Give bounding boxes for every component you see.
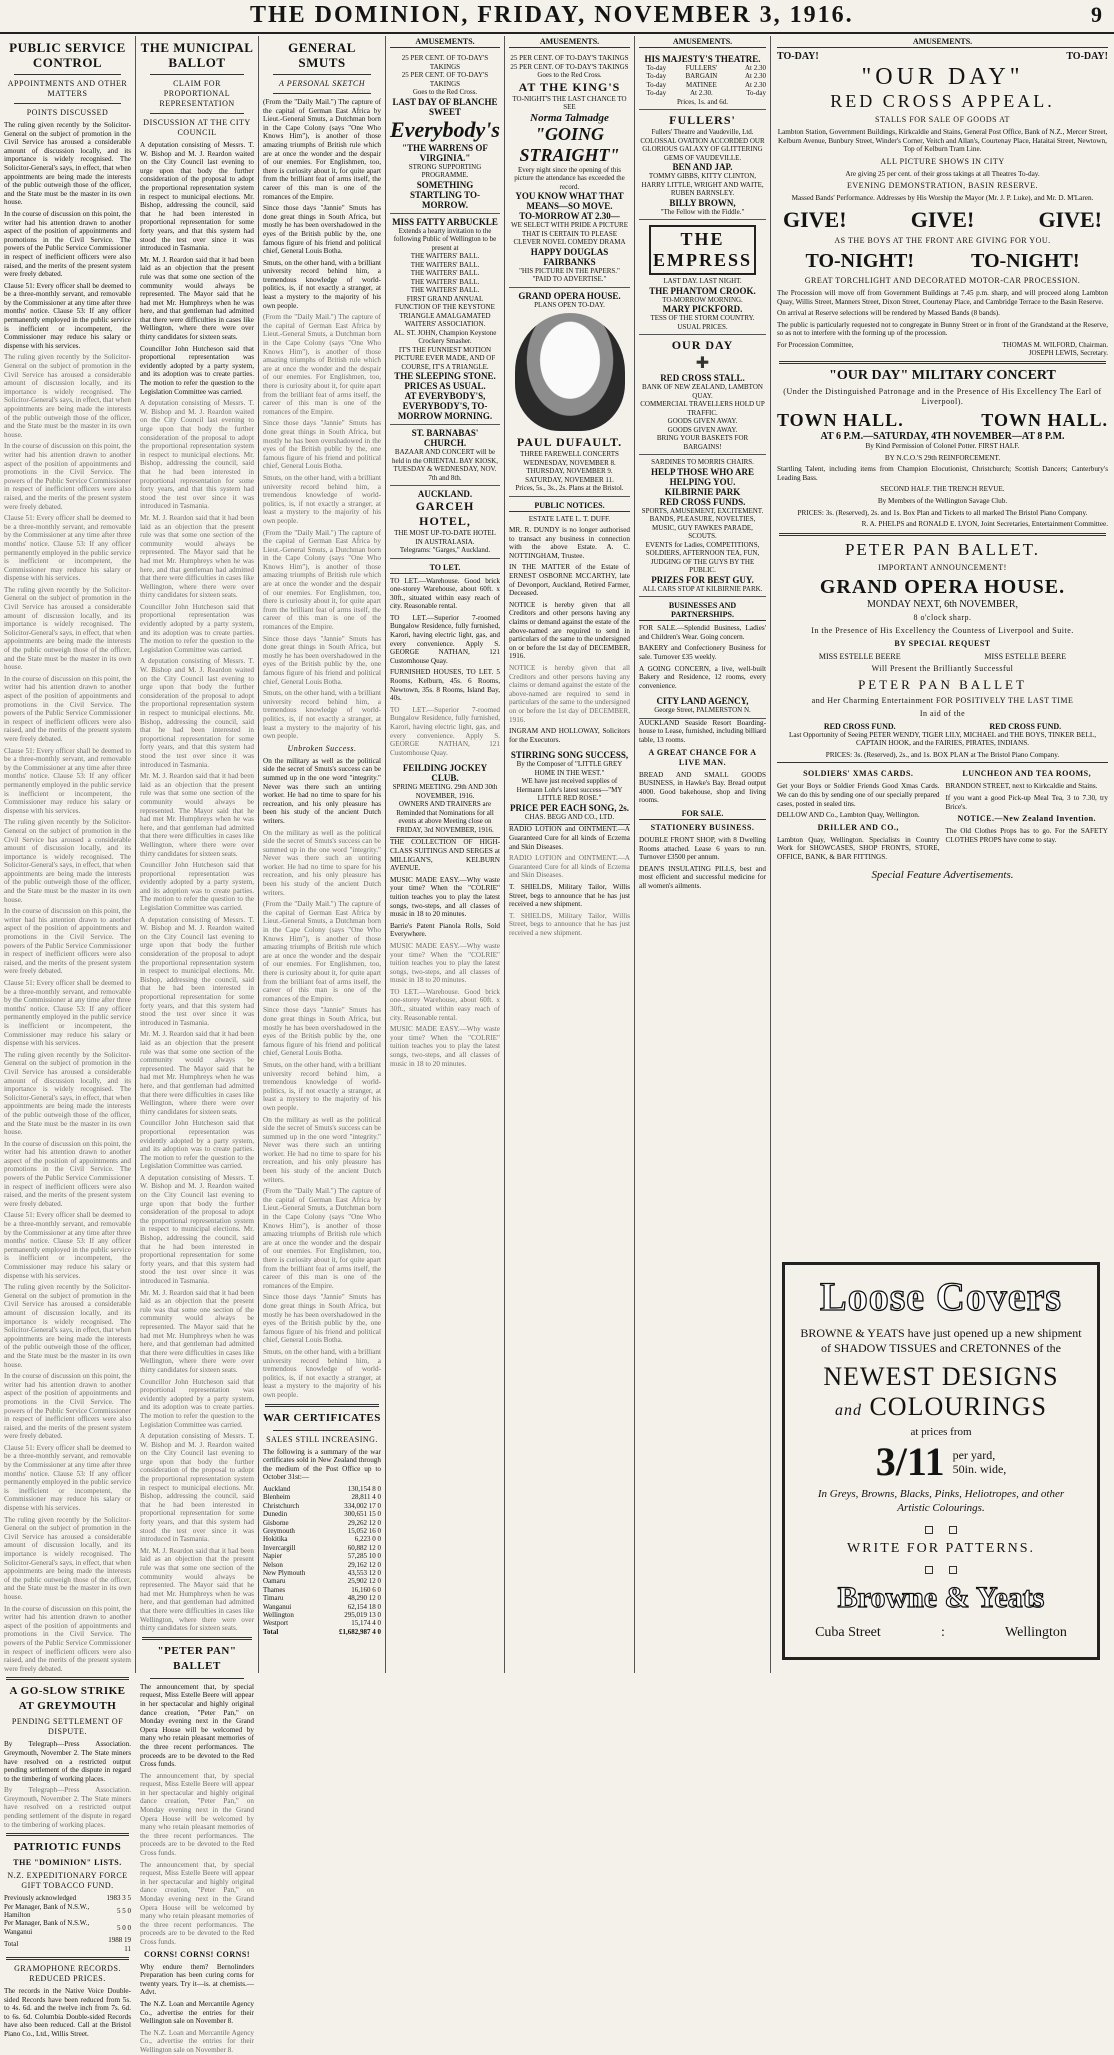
- subheadline: A PERSONAL SKETCH: [279, 79, 365, 88]
- city-name: Wellington: [1005, 1625, 1067, 1640]
- article-paragraph: On the military as well as the political side the secret of Smuts's success can be summed up in the one word "integrity." Never was there such an untiring worker. He had no time to spare for his recreation, and his only pleasure has been his study of the ancient Dutch writers.: [263, 756, 381, 825]
- signature: THOMAS M. WILFORD, Chairman.: [1002, 340, 1108, 349]
- today-label: TO-DAY!: [1066, 51, 1108, 62]
- subheadline: GRAMOPHONE RECORDS. REDUCED PRICES.: [14, 1964, 121, 1984]
- price-unit: per yard,: [952, 1447, 996, 1462]
- article-paragraph: Councillor John Hutcheson said that proportional representation was evidently adopted by a party system, and its adoption was to create parties. The motion to refer the question to the Legislation Committee was carried.: [140, 1377, 254, 1429]
- classified: BRANDON STREET, next to Kirkcaldie and Stains.: [945, 782, 1098, 791]
- article-paragraph: The records in the Native Voice Double-sided Records have been reduced from 5s. to 4s. 6d. and the twelve inch from 7s. 6d. to 6s. 6d. Columbia Double-sided Records have also been reduced. Call at the Bristol Piano Co., Ltd., Willis Street.: [4, 1987, 131, 2039]
- subheadline: APPOINTMENTS AND OTHER MATTERS: [7, 79, 128, 98]
- advertisement: THE EMPRESS LAST DAY. LAST NIGHT. THE PHANTOM CROOK. TO-MORROW MORNING. MARY PICKFORD. TESS OF THE STORM COUNTRY. USUAL PRICES.: [639, 220, 766, 335]
- article-paragraph: A deputation consisting of Messrs. T. W. Bishop and M. J. Reardon waited on the City Council last evening to urge upon that body the further consideration of the proposal to adopt the proportional representation system in respect to municipal elections. Mr. Bishop, addressing the council, said that he had been interested in proportional representation for some forty years, and that this system had stood the test over since it was introduced in Tasmania.: [140, 915, 254, 1027]
- article-paragraph: A deputation consisting of Messrs. T. W. Bishop and M. J. Reardon waited on the City Council last evening to urge upon that body the further consideration of the proposal to adopt the proportional representation system in respect to municipal elections. Mr. Bishop, addressing the council, said that he had been interested in proportional representation for some forty years, and that this system had stood the test over since it was introduced in Tasmania.: [140, 1432, 254, 1544]
- headline: THE MUNICIPAL BALLOT: [140, 40, 254, 70]
- article-paragraph: A deputation consisting of Messrs. T. W. Bishop and M. J. Reardon waited on the City Council last evening to urge upon that body the further consideration of the proposal to adopt the proportional representation system in respect to municipal elections. Mr. Bishop, addressing the council, said that he had been interested in proportional representation for some forty years, and that this system had stood the test over since it was introduced in Tasmania.: [140, 399, 254, 511]
- event-date: MONDAY NEXT, 6th NOVEMBER,: [866, 598, 1019, 610]
- advertisement: AUCKLAND. GARCEH HOTEL, THE MOST UP-TO-DATE HOTEL IN AUSTRALASIA. Telegrams: "Garges," Auckland.: [390, 486, 500, 559]
- table-row: Christchurch 334,002 17 0: [263, 1501, 381, 1510]
- article-paragraph: Smuts, on the other hand, with a brilliant university record behind him, a tremendous knowledge of world-politics, is, if not exactly a stranger, at least a mystery to the majority of his own people.: [263, 473, 381, 525]
- ballet-title: PETER PAN BALLET: [858, 676, 1027, 692]
- advertisement: ST. BARNABAS' CHURCH. BAZAAR AND CONCERT will be held in the ORIENTAL BAY KIOSK, TUESDAY & WEDNESDAY, NOV. 7th and 8th.: [390, 425, 500, 486]
- classified: T. SHIELDS, Military Tailor, Willis Street, begs to announce that he has just received a new shipment.: [509, 911, 630, 937]
- table-row: Total £1,682,987 4 0: [263, 1627, 381, 1636]
- fabric-width: 50in. wide,: [952, 1461, 1007, 1476]
- advertisement: STIRRING SONG SUCCESS, By the Composer of "LITTLE GREY HOME IN THE WEST." WE have just received supplies of Hermann Lohr's latest success—"MY LITTLE RED ROSE." PRICE PER EACH SONG, 2s. CHAS. BEGG AND CO., LTD.: [509, 747, 630, 825]
- article-paragraph: On the military as well as the political side the secret of Smuts's success can be summed up in the one word "integrity." Never was there such an untiring worker. He had no time to spare for his recreation, and his only pleasure has been his study of the ancient Dutch writers.: [263, 1115, 381, 1184]
- our-day-title: "OUR DAY": [861, 64, 1024, 90]
- table-row: Blenheim 28,811 4 0: [263, 1493, 381, 1502]
- performer-name: MISS ESTELLE BEERE: [984, 651, 1067, 661]
- subheadline: AS THE BOYS AT THE FRONT ARE GIVING FOR YOU.: [834, 235, 1051, 245]
- subheadline: PENDING SETTLEMENT OF DISPUTE.: [11, 1717, 124, 1737]
- brand-name: Browne & Yeats: [837, 1581, 1045, 1614]
- masthead-title: THE DOMINION, FRIDAY, NOVEMBER 3, 1916.: [250, 2, 854, 28]
- table-row: Napier 57,285 10 0: [263, 1552, 381, 1561]
- page-number: 9: [1091, 2, 1102, 27]
- and-colourings: and COLOURINGS: [834, 1392, 1048, 1421]
- red-cross-icon: ✚: [695, 355, 710, 373]
- column-amusements-3: [635, 36, 770, 1673]
- classified: MUSIC MADE EASY.—Why waste your time? When the "COLRIE" tuition teaches you to play the latest songs, two-steps, and all classes of music in 18 to 20 minutes.: [390, 875, 500, 919]
- ornament-icon: [925, 1566, 933, 1574]
- table-row: To-day FULLERS' At 2.30: [646, 64, 766, 72]
- article-paragraph: Clause 51: Every officer shall be deemed to be a three-monthly servant, and removable by the Commissioner at any time after three months' notice. Clause 53: If any officer permanently employed in the public service is inefficient or incompetent, the Commissioner may reduce his salary or dispense with his services.: [4, 1443, 131, 1513]
- section-header: BUSINESSES AND PARTNERSHIPS.: [639, 600, 766, 621]
- concert-title: "OUR DAY" MILITARY CONCERT: [829, 367, 1056, 383]
- section-header: TO LET.: [390, 562, 500, 574]
- browne-yeats-advert: [782, 1262, 1100, 1660]
- headline: GENERAL SMUTS: [288, 40, 356, 70]
- town-hall-label: TOWN HALL.: [777, 409, 904, 430]
- newest-designs: NEWEST DESIGNS: [823, 1362, 1059, 1391]
- table-row: New Plymouth 43,553 12 0: [263, 1568, 381, 1577]
- column-public-service: [0, 36, 135, 2039]
- article-paragraph: The ruling given recently by the Solicitor-General on the subject of promotion in the Civil Service has aroused a considerable amount of discussion locally, and its importance is widely recognised. The Solicitor-General's says, in effect, that when appointments are being made the interests of the public outweigh those of the officer, and the State must be the master in its own house.: [4, 585, 131, 672]
- article-paragraph: The ruling given recently by the Solicitor-General on the subject of promotion in the Civil Service has aroused a considerable amount of discussion locally, and its importance is widely recognised. The Solicitor-General's says, in effect, that when appointments are being made the interests of the public outweigh those of the officer, and the State must be the master in its own house.: [4, 353, 131, 439]
- article-paragraph: Mr. M. J. Reardon said that it had been laid as an objection that the present rule was that some one section of the community would always be represented. The Mayor said that he had met Mr. Humphreys when he was here, and that gentleman had admitted that there were difficulties in cases like Wellington, where there were over thirty candidates for sixteen seats.: [140, 1030, 254, 1116]
- everybodys-logo: Everybody's: [390, 116, 500, 142]
- subheadline: SALES STILL INCREASING.: [266, 1434, 378, 1444]
- article-paragraph: A deputation consisting of Messrs. T. W. Bishop and M. J. Reardon waited on the City Council last evening to urge upon that body the further consideration of the proposal to adopt the proportional representation system in respect to municipal elections. Mr. Bishop, addressing the council, said that he had been interested in proportional representation for some forty years, and that this system had stood the test over since it was introduced in Tasmania.: [140, 141, 254, 253]
- classified: TO LET.—Warehouse. Good brick one-storey Warehouse, about 60ft. x 30ft., situated within easy reach of city. Reasonable rental.: [390, 576, 500, 611]
- write-for-patterns: WRITE FOR PATTERNS.: [846, 1541, 1035, 1556]
- headline: "PETER PAN" BALLET: [157, 1644, 237, 1672]
- article-paragraph: By Kind Permission of Colonel Potter. FIRST HALF.: [865, 441, 1020, 450]
- article-paragraph: Since those days "Jannie" Smuts has done great things in South Africa, but mostly he has been overshadowed in the eyes of the British public by the, one famous figure of his friend and political chief, General Louis Botha.: [263, 204, 381, 256]
- classified: TO LET.—Warehouse. Good brick one-storey Warehouse, about 60ft. x 30ft., situated within easy reach of city. Reasonable rental.: [390, 987, 500, 1022]
- article-paragraph: Massed Bands' Performance. Addresses by His Worship the Mayor (Mr. J. P. Luke), and Mr. D. M'Laren.: [791, 194, 1094, 203]
- article-paragraph: (From the "Daily Mail.") The capture of the capital of German East Africa by Lieut.-General Smuts, a Dutchman born in the Cape Colony (says "One Who Knows Him"), is another of those amazing triumphs of British rule which are at once the wonder and the despair of our enemies. For Englishmen, too, there is curiosity about it, for quite apart from the brilliant feat of arms itself, the career of this man is one of the romances of the Empire.: [263, 528, 381, 632]
- article-paragraph: The ruling given recently by the Solicitor-General on the subject of promotion in the Civil Service has aroused a considerable amount of discussion locally, and its importance is widely recognised. The Solicitor-General's says, in effect, that when appointments are being made the interests of the public outweigh those of the officer, and the State must be the master in its own house.: [4, 818, 131, 904]
- signature: R. A. PHELPS and RONALD E. LYON, Joint Secretaries, Entertainment Committee.: [861, 520, 1108, 529]
- classified: MUSIC MADE EASY.—Why waste your time? When the "COLRIE" tuition teaches you to play the latest songs, two-steps, and all classes of music in 18 to 20 minutes.: [390, 1025, 500, 1068]
- performer-name: MISS ESTELLE BEERE: [818, 651, 901, 661]
- special-feature-heading: Special Feature Advertisements.: [871, 868, 1014, 881]
- table-row: Total 1988 19 11: [4, 1936, 131, 1953]
- article-paragraph: Since those days "Jannie" Smuts has done great things in South Africa, but mostly he has been overshadowed in the eyes of the British public by the, one famous figure of his friend and political chief, General Louis Botha.: [263, 1006, 381, 1058]
- article-paragraph: The N.Z. Loan and Mercantile Agency Co., advertise the entries for their Wellington sale on November 8.: [140, 1999, 254, 2026]
- classified: Get your Boys or Soldier Friends Good Xmas Cards. We can do this by sending one of our specially prepared cases, posted in sealed tins.: [777, 782, 940, 808]
- table-row: Per Manager, Bank of N.S.W., Hamilton 5 5 0: [4, 1902, 131, 1920]
- article-paragraph: In the course of discussion on this point, the writer had his attention drawn to another aspect of the position of appointments and promotions in the Civil Service. The powers of the Public Service Commissioner in respect of inefficient officers were also raised, and the merits of the present system were freely debated.: [4, 907, 131, 976]
- town-hall-label: TOWN HALL.: [981, 409, 1108, 430]
- section-header: AMUSEMENTS.: [390, 36, 500, 48]
- subheadline: (Under the Distinguished Patronage and in the Presence of His Excellency The Earl of Liverpool).: [783, 386, 1102, 406]
- classified: NOTICE is hereby given that all Creditors and other persons having any claims or demand against the estate of the above-named are required to send in particulars of the same to the undersigned on or before the 1st day of DECEMBER, 1916.: [509, 600, 630, 661]
- article-paragraph: PRICES: 3s. (Reserved), 2s. and 1s. Box Plan and Tickets to all marked The Bristol Piano Company.: [797, 508, 1088, 517]
- ornament-icon: [949, 1566, 957, 1574]
- table-row: Previously acknowledged 1983 3 5: [4, 1894, 131, 1903]
- subheadline: CORNS! CORNS! CORNS!: [143, 1949, 250, 1959]
- article-paragraph: Clause 51: Every officer shall be deemed to be a three-monthly servant, and removable by the Commissioner at any time after three months' notice. Clause 53: If any officer permanently employed in the public service is inefficient or incompetent, the Commissioner may reduce his salary or dispense with his services.: [4, 281, 131, 350]
- star-name: Norma Talmadge: [530, 111, 609, 124]
- subheadline: THE "DOMINION" LISTS.: [13, 1858, 122, 1868]
- article-paragraph: Why endure them? Bernolinders Preparation has been curing corns for twenty years. Try it—is. at chemists.—Advt.: [140, 1962, 254, 1997]
- column-amusements-2: [505, 36, 634, 1673]
- concert-time: AT 6 P.M.—SATURDAY, 4TH NOVEMBER—AT 8 P.M.: [820, 430, 1065, 442]
- give-label: GIVE!: [783, 206, 847, 232]
- subheadline: NOTICE.—New Zealand Invention.: [957, 814, 1097, 824]
- subheadline: CLAIM FOR PROPORTIONAL REPRESENTATION: [159, 79, 235, 108]
- give-label: GIVE!: [1038, 206, 1102, 232]
- article-paragraph: Clause 51: Every officer shall be deemed to be a three-monthly servant, and removable by the Commissioner at any time after three months' notice. Clause 53: If any officer permanently employed in the public service is inefficient or incompetent, the Commissioner may reduce his salary or dispense with his services.: [4, 746, 131, 815]
- article-paragraph: A deputation consisting of Messrs. T. W. Bishop and M. J. Reardon waited on the City Council last evening to urge upon that body the further consideration of the proposal to adopt the proportional representation system in respect to municipal elections. Mr. Bishop, addressing the council, said that he had been interested in proportional representation for some forty years, and that this system had stood the test over since it was introduced in Tasmania.: [140, 1173, 254, 1285]
- subheadline: 8 o'clock sharp.: [913, 612, 972, 622]
- article-paragraph: Mr. M. J. Reardon said that it had been laid as an objection that the present rule was that some one section of the community would always be represented. The Mayor said that he had met Mr. Humphreys when he was here, and that gentleman had admitted that there were difficulties in cases like Wellington, where there were over thirty candidates for sixteen seats.: [140, 513, 254, 600]
- table-row: Gisborne 29,262 12 0: [263, 1518, 381, 1527]
- classified: ESTATE LATE L. T. DUFF.: [528, 514, 611, 523]
- article-paragraph: Are giving 25 per cent. of their gross takings at all Theatres To-day.: [845, 169, 1040, 178]
- advertisement: 25 PER CENT. OF TO-DAY'S TAKINGS 25 PER CENT. OF TO-DAY'S TAKINGS Goes to the Red Cross. LAST DAY OF BLANCHE SWEET Everybody's "THE WARRENS OF VIRGINIA." STRONG SUPPORTING PROGRAMME. SOMETHING STARTLING TO-MORROW.: [390, 51, 500, 214]
- grand-opera-house-title: GRAND OPERA HOUSE.: [819, 575, 1066, 598]
- article-paragraph: By Members of the Wellington Savage Club.: [877, 496, 1008, 505]
- ornament-icon: [925, 1526, 933, 1534]
- classified: If you want a good Pick-up Meal Tea, 3 to 7.30, try Brice's.: [945, 794, 1108, 811]
- table-row: Oamaru 25,902 12 0: [263, 1577, 381, 1586]
- article-paragraph: Last Opportunity of Seeing PETER WENDY, TIGER LILY, MICHAEL and THE BOYS, TINKER BELL, CAPTAIN HOOK, and the FAIRIES, PIRATES, INDIANS.: [788, 730, 1097, 748]
- masthead: [0, 0, 1114, 34]
- article-paragraph: In the course of discussion on this point, the writer had his attention drawn to another aspect of the position of appointments and promotions in the Civil Service. The powers of the Public Service Commissioner in respect of inefficient officers were also raised, and the merits of the present system were freely debated.: [4, 1372, 131, 1441]
- table-row: Nelson 29,162 12 0: [263, 1560, 381, 1569]
- section-header: FOR SALE.: [639, 808, 766, 820]
- article-paragraph: In the course of discussion on this point, the writer had his attention drawn to another aspect of the position of appointments and promotions in the Civil Service. The powers of the Public Service Commissioner in respect of inefficient officers were also raised, and the merits of the present system were freely debated.: [4, 442, 131, 511]
- advertisement: CITY LAND AGENCY, George Street, PALMERSTON N.: [639, 693, 766, 719]
- section-header: PUBLIC NOTICES.: [509, 500, 630, 512]
- classified: BREAD AND SMALL GOODS BUSINESS, in Hawke's Bay. Bread output 4000. Good bakehouse, shop and living rooms.: [639, 770, 766, 805]
- classified: TO LET.—Superior 7-roomed Bungalow Residence, fully furnished, Karori, having electric light, gas, and every convenience. Apply S. GEORGE NATHAN, 121 Customhouse Quay.: [390, 613, 500, 665]
- street-name: Cuba Street: [815, 1625, 881, 1640]
- article-paragraph: In the course of discussion on this point, the writer had his attention drawn to another aspect of the position of appointments and promotions in the Civil Service. The powers of the Public Service Commissioner in respect of inefficient officers were also raised, and the merits of the present system were freely debated.: [4, 1604, 131, 1673]
- table-row: Greymouth 15,052 16 0: [263, 1526, 381, 1535]
- fund-name: RED CROSS FUND.: [823, 721, 896, 731]
- table-row: Invercargill 60,882 12 0: [263, 1543, 381, 1552]
- headline: WAR CERTIFICATES: [263, 1411, 381, 1424]
- article-paragraph: Mr. M. J. Reardon said that it had been laid as an objection that the present rule was that some one section of the community would always be represented. The Mayor said that he had met Mr. Humphreys when he was here, and that gentleman had admitted that there were difficulties in cases like Wellington, where there were over thirty candidates for sixteen seats.: [140, 1546, 254, 1633]
- classified: Lambton Quay, Wellington. Specialists in Country Work for SHOWCASES, SHOP FRONTS, STORE, OFFICE, BANK, & BAR FITTINGS.: [777, 835, 940, 862]
- tonight-label: TO-NIGHT!: [970, 249, 1080, 272]
- peter-pan-title: PETER PAN BALLET.: [844, 539, 1041, 559]
- article-paragraph: In the course of discussion on this point, the writer had his attention drawn to another aspect of the position of appointments and promotions in the Civil Service. The powers of the Public Service Commissioner in respect of inefficient officers were also raised, and the merits of the present system were freely debated.: [4, 674, 131, 743]
- classified: DEAN'S INSULATING PILLS, best and most efficient and successful medicine for all women's ailments.: [639, 864, 766, 890]
- classified: T. SHIELDS, Military Tailor, Willis Street, begs to announce that he has just received a new shipment.: [509, 882, 630, 909]
- classified: BAKERY and Confectionery Business for sale. Turnover £35 weekly.: [639, 644, 766, 661]
- article-paragraph: Councillor John Hutcheson said that proportional representation was evidently adopted by a party system, and its adoption was to create parties. The motion to refer the question to the Legislation Committee was carried.: [140, 861, 254, 913]
- column-general-smuts: [259, 36, 385, 1673]
- colour-list: In Greys, Browns, Blacks, Pinks, Heliotropes, and other Artistic Colourings.: [817, 1488, 1065, 1514]
- war-certificates-table: [263, 1485, 381, 1636]
- article-paragraph: Since those days "Jannie" Smuts has done great things in South Africa, but mostly he has been overshadowed in the eyes of the British public by the, one famous figure of his friend and political chief, General Louis Botha.: [263, 634, 381, 686]
- advertisement: SARDINES TO MORRIS CHAIRS. HELP THOSE WHO ARE HELPING YOU. KILBIRNIE PARK RED CROSS FUNDS. SPORTS, AMUSEMENT, EXCITEMENT. BANDS, PLEASURE, NOVELTIES, MUSIC, GUY FAWKES PARADE, SCOUTS. EVENTS for Ladies, COMPETITIONS, SOLDIERS, AFTERNOON TEA, FUN, JUDGING OF THE GUYS BY THE PUBLIC. PRIZES FOR BEST GUY. ALL CARS STOP AT KILBIRNIE PARK.: [639, 455, 766, 597]
- classified: THE COLLECTION OF HIGH-CLASS SUITINGS AND SERGES at MILLIGAN'S, KELBURN AVENUE.: [390, 838, 500, 873]
- table-row: Thames 16,160 6 0: [263, 1585, 381, 1594]
- table-row: To-day MATINEE At 2.30: [646, 80, 766, 89]
- classified: IN THE MATTER of the Estate of ERNEST OSBORNE MCCARTHY, late of Devonport, Auckland, Retired Farmer, Deceased.: [509, 563, 630, 598]
- portrait-image: [515, 313, 625, 431]
- classified: DOUBLE FRONT SHOP, with 8 Dwelling Rooms attached. Lease 6 years to run. Turnover £3500 per annum.: [639, 835, 766, 862]
- table-row: Westport 15,174 4 0: [263, 1619, 381, 1628]
- article-paragraph: Clause 51: Every officer shall be deemed to be a three-monthly servant, and removable by the Commissioner at any time after three months' notice. Clause 53: If any officer permanently employed in the public service is inefficient or incompetent, the Commissioner may reduce his salary or dispense with his services.: [4, 1211, 131, 1280]
- advertisement: 25 PER CENT. OF TO-DAY'S TAKINGS 25 PER CENT. OF TO-DAY'S TAKINGS Goes to the Red Cross. AT THE KING'S TO-NIGHT'S THE LAST CHANCE TO SEE Norma Talmadge "GOING STRAIGHT" Every night since the opening of this picture the attendance has exceeded the record. YOU KNOW WHAT THAT MEANS—SO MOVE. TO-MORROW AT 2.30— WE SELECT WITH PRIDE A PICTURE THAT IS CERTAIN TO PLEASE CLEVER NOVEL COMEDY DRAMA HAPPY DOUGLAS FAIRBANKS "HIS PICTURE IN THE PAPERS." "PAID TO ADVERTISE.": [509, 51, 630, 288]
- subheadline: BY SPECIAL REQUEST: [894, 638, 991, 648]
- advertisement: FEILDING JOCKEY CLUB. SPRING MEETING. 29th AND 30th NOVEMBER, 1916. OWNERS AND TRAINERS are Reminded that Nominations for all events at above Meeting close on FRIDAY, 3rd NOVEMBER, 1916.: [390, 760, 500, 838]
- article-paragraph: The ruling given recently by the Solicitor-General on the subject of promotion in the Civil Service has aroused a considerable amount of discussion locally, and its importance is widely recognised. The Solicitor-General's says, in effect, that when appointments are being made the interests of the public outweigh those of the officer, and the State must be the master in its own house.: [4, 1050, 131, 1137]
- article-paragraph: On arrival at Reserve selections will be rendered by Massed Bands (8 bands).: [777, 309, 1000, 318]
- advertisement: FULLERS' Fullers' Theatre and Vaudeville, Ltd. COLOSSAL OVATION ACCORDED OUR GLORIOUS GALAXY OF GLITTERING GEMS OF VAUDEVILLE. BEN AND JAP. TOMMY GIBBS, KITTY CLINTON, HARRY LITTLE, WRIGHT AND WAITE, RUBEN BARNSLEY. BILLY BROWN, "The Fellow with the Fiddle.": [639, 110, 766, 220]
- subheadline: Unbroken Success.: [287, 743, 357, 753]
- article-paragraph: The following is a summary of the war certificates sold in New Zealand through the medium of the Post Office up to October 31st:—: [263, 1447, 381, 1482]
- article-paragraph: BY N.C.O.'S 29th REINFORCEMENT.: [884, 453, 1001, 462]
- article-paragraph: The announcement that, by special request, Miss Estelle Beere will appear in her spectacular and highly original dance creation, "Peter Pan," on Monday evening next in the Grand Opera House will be welcomed by many who retain pleasant memories of the three recent performances. The proceeds are to be devoted to the Red Cross funds.: [140, 1771, 254, 1858]
- article-paragraph: The public is particularly requested not to congregate in Bunny Street or in front of the Grandstand at the Reserve, so as not to interfere with the forming up of the procession.: [777, 320, 1108, 338]
- section-header: AMUSEMENTS.: [509, 36, 630, 48]
- article-paragraph: The announcement that, by special request, Miss Estelle Beere will appear in her spectacular and highly original dance creation, "Peter Pan," on Monday evening next in the Grand Opera House will be welcomed by many who retain pleasant memories of the three recent performances. The proceeds are to be devoted to the Red Cross funds.: [140, 1682, 254, 1769]
- article-paragraph: A deputation consisting of Messrs. T. W. Bishop and M. J. Reardon waited on the City Council last evening to urge upon that body the further consideration of the proposal to adopt the proportional representation system in respect to municipal elections. Mr. Bishop, addressing the council, said that he had been interested in proportional representation for some forty years, and that this system had stood the test over since it was introduced in Tasmania.: [140, 657, 254, 769]
- subheadline: ALL PICTURE SHOWS IN CITY: [880, 156, 1005, 166]
- fund-name: RED CROSS FUND.: [989, 721, 1062, 731]
- article-paragraph: Councillor John Hutcheson said that proportional representation was evidently adopted by a party system, and its adoption was to create parties. The motion to refer the question to the Legislation Committee was carried.: [140, 344, 254, 396]
- headline: PUBLIC SERVICE CONTROL: [9, 40, 126, 70]
- article-paragraph: In the course of discussion on this point, the writer had his attention drawn to another aspect of the position of appointments and promotions in the Civil Service. The powers of the Public Service Commissioner in respect of inefficient officers were also raised, and the merits of the present system were freely debated.: [4, 209, 131, 279]
- section-header: AMUSEMENTS.: [639, 36, 766, 48]
- advertisement: GRAND OPERA HOUSE. PLANS OPEN TO-DAY. PAUL DUFAULT. THREE FAREWELL CONCERTS WEDNESDAY, NOVEMBER 8. THURSDAY, NOVEMBER 9. SATURDAY, NOVEMBER 11. Prices, 5s., 3s., 2s. Plans at the Bristol.: [509, 288, 630, 497]
- advertisement: HIS MAJESTY'S THEATRE. To-day FULLERS' At 2.30 To-day BARGAIN At 2.30 To-day MATINEE At 2.30 To-day At 2.30. To-day Prices, 1s. and 6d.: [639, 51, 766, 110]
- article-paragraph: The announcement that, by special request, Miss Estelle Beere will appear in her spectacular and highly original dance creation, "Peter Pan," on Monday evening next in the Grand Opera House will be welcomed by many who retain pleasant memories of the three recent performances. The proceeds are to be devoted to the Red Cross funds.: [140, 1860, 254, 1946]
- classified: RADIO LOTION and OINTMENT.—A Guaranteed Cure for all kinds of Eczema and Skin Diseases.: [509, 854, 630, 880]
- red-cross-appeal-title: RED CROSS APPEAL.: [830, 91, 1055, 111]
- table-row: To-day BARGAIN At 2.30: [646, 72, 766, 81]
- classified: MUSIC MADE EASY.—Why waste your time? When the "COLRIE" tuition teaches you to play the latest songs, two-steps, and all classes of music in 18 to 20 minutes.: [390, 941, 500, 985]
- article-paragraph: Mr. M. J. Reardon said that it had been laid as an objection that the present rule was that some one section of the community would always be represented. The Mayor said that he had met Mr. Humphreys when he was here, and that gentleman had admitted that there were difficulties in cases like Wellington, where there were over thirty candidates for sixteen seats.: [140, 1288, 254, 1374]
- article-paragraph: The ruling given recently by the Solicitor-General on the subject of promotion in the Civil Service has aroused a considerable amount of discussion locally, and its importance is widely recognised. The Solicitor-General's says, in effect, that when appointments are being made the interests of the public outweigh those of the officer, and the State must be the master in its own house.: [4, 1283, 131, 1369]
- article-paragraph: Mr. M. J. Reardon said that it had been laid as an objection that the present rule was that some one section of the community would always be represented. The Mayor said that he had met Mr. Humphreys when he was here, and that gentleman had admitted that there were difficulties in cases like Wellington, where there were over thirty candidates for sixteen seats.: [140, 772, 254, 858]
- article-paragraph: Startling Talent, including items from Champion Elocutionist, Christchurch; Scottish Dancers; Canterbury's Leading Bass.: [777, 465, 1108, 482]
- article-paragraph: Councillor John Hutcheson said that proportional representation was evidently adopted by a party system, and its adoption was to create parties. The motion to refer the question to the Legislation Committee was carried.: [140, 602, 254, 654]
- table-row: Wanganui 62,154 18 0: [263, 1602, 381, 1611]
- article-paragraph: Smuts, on the other hand, with a brilliant university record behind him, a tremendous knowledge of world-politics, is, if not exactly a stranger, at least a mystery to the majority of his own people.: [263, 1347, 381, 1399]
- column-municipal-ballot: [136, 36, 258, 2054]
- address-separator: :: [940, 1625, 945, 1640]
- prices-from: at prices from: [910, 1426, 972, 1438]
- subheadline: POINTS DISCUSSED: [26, 108, 109, 117]
- section-header: AMUSEMENTS.: [777, 36, 1108, 48]
- advert-intro: BROWNE & YEATS have just opened up a new shipment of SHADOW TISSUES and CRETONNES of the: [800, 1326, 1082, 1355]
- article-paragraph: Since those days "Jannie" Smuts has done great things in South Africa, but mostly he has been overshadowed in the eyes of the British public by the, one famous figure of his friend and political chief, General Louis Botha.: [263, 1293, 381, 1345]
- loose-covers-heading: Loose Covers: [820, 1274, 1062, 1319]
- article-paragraph: The ruling given recently by the Solicitor-General on the subject of promotion in the Civil Service has aroused a considerable amount of discussion locally, and its importance is widely recognised. The Solicitor-General's says, in effect, that when appointments are being made the interests of the public outweigh those of the officer, and the State must be the master in its own house.: [4, 121, 131, 207]
- subheadline: DISCUSSION AT THE CITY COUNCIL: [143, 118, 251, 137]
- article-paragraph: Lambton Station, Government Buildings, Kirkcaldie and Stains, General Post Office, Bank of N.Z., Mercer Street, Kelburn Avenue, Bunbury Street, Winder's Corner, Veitch and Allan's, Courtenay Place, Hataitai Street, Newtown, Top of Kelburn Tram Line.: [777, 128, 1108, 154]
- headline: A GO-SLOW STRIKE AT GREYMOUTH: [9, 1685, 126, 1713]
- classified: TO LET.—Superior 7-roomed Bungalow Residence, fully furnished, Karori, having electric light, gas, and every convenience. Apply S. GEORGE NATHAN, 121 Customhouse Quay.: [390, 705, 500, 757]
- article-paragraph: Smuts, on the other hand, with a brilliant university record behind him, a tremendous knowledge of world-politics, is, if not exactly a stranger, at least a mystery to the majority of his own people.: [263, 1060, 381, 1112]
- signature: For Procession Committee,: [777, 340, 854, 349]
- empress-logo: THE EMPRESS: [649, 225, 756, 275]
- article-paragraph: On the military as well as the political side the secret of Smuts's success can be summed up in the one word "integrity." Never was there such an untiring worker. He had no time to spare for his recreation, and his only pleasure has been his study of the ancient Dutch writers.: [263, 828, 381, 897]
- article-paragraph: PRICES: 3s. (Reserved), 2s., and 1s. BOX PLAN at The Bristol Piano Company.: [825, 750, 1060, 759]
- article-paragraph: Councillor John Hutcheson said that proportional representation was evidently adopted by a party system, and its adoption was to create parties. The motion to refer the question to the Legislation Committee was carried.: [140, 1119, 254, 1171]
- table-row: To-day At 2.30. To-day: [646, 89, 766, 98]
- subheadline: and Her Charming Entertainment FOR POSITIVELY THE LAST TIME: [811, 695, 1074, 705]
- table-row: Timaru 48,290 12 0: [263, 1594, 381, 1603]
- subheadline: STATIONERY BUSINESS.: [650, 822, 755, 832]
- subheadline: DRILLER AND CO.,: [817, 822, 899, 832]
- classified: MR. R. DUNDY is no longer authorised to transact any business in connection with the above Estate. A. C. NOTTINGHAM, Trustee.: [509, 526, 630, 560]
- article-paragraph: Since those days "Jannie" Smuts has done great things in South Africa, but mostly he has been overshadowed in the eyes of the British public by the, one famous figure of his friend and political chief, General Louis Botha.: [263, 419, 381, 471]
- today-label: TO-DAY!: [777, 51, 819, 62]
- classified: FOR SALE.—Splendid Business, Ladies' and Children's Wear. Going concern.: [639, 624, 766, 641]
- subheadline: Will Present the Brilliantly Successful: [871, 663, 1014, 673]
- subheadline: A GREAT CHANCE FOR A LIVE MAN.: [648, 747, 757, 767]
- classified: FURNISHED HOUSES, TO LET. 5 Rooms, Kelburn, 45s. 6 Rooms, Newtown, 35s. 8 Rooms, Island Bay, 40s.: [390, 668, 500, 703]
- article-paragraph: The ruling given recently by the Solicitor-General on the subject of promotion in the Civil Service has aroused a considerable amount of discussion locally, and its importance is widely recognised. The Solicitor-General's says, in effect, that when appointments are being made the interests of the public outweigh those of the officer, and the State must be the master in its own house.: [4, 1515, 131, 1601]
- table-row: Auckland 130,154 8 0: [263, 1484, 381, 1493]
- classified: Barrie's Patent Pianola Rolls, Sold Everywhere.: [390, 921, 500, 939]
- article-paragraph: The Procession will move off from Government Buildings at 7.45 p.m. sharp, and will proceed along Lambton Quay, Willis Street, Manners Street, Dixon Street, Courtenay Place, and Cambridge Terrace to the Basin Reserve.: [777, 288, 1108, 306]
- advertisement: MISS FATTY ARBUCKLE Extends a hearty invitation to the following Public of Wellington to be present at THE WAITERS' BALL. THE WAITERS' BALL. THE WAITERS' BALL. THE WAITERS' BALL. THE WAITERS' BALL. FIRST GRAND ANNUAL FUNCTION OF THE KEYSTONE TRIANGLE AMALGAMATED WAITERS' ASSOCIATION. AL. ST. JOHN, Champion Keystone Crockery Smasher. IT'S THE FUNNIEST MOTION PICTURE EVER MADE, AND OF COURSE, IT'S A TRIANGLE. THE SLEEPING STONE. PRICES AS USUAL. AT EVERYBODY'S, EVERYBODY'S, TO-MORROW MORNING.: [390, 214, 500, 426]
- classified: NOTICE is hereby given that all Creditors and other persons having any claims or demand against the estate of the above-named are required to send in particulars of the same to the undersigned on or before the 1st day of DECEMBER, 1916.: [509, 664, 630, 724]
- subheadline: GREAT TORCHLIGHT AND DECORATED MOTOR-CAR PROCESSION.: [804, 275, 1081, 285]
- subheadline: LUNCHEON AND TEA ROOMS,: [962, 769, 1092, 779]
- article-paragraph: Clause 51: Every officer shall be deemed to be a three-monthly servant, and removable by the Commissioner at any time after three months' notice. Clause 53: If any officer permanently employed in the public service is inefficient or incompetent, the Commissioner may reduce his salary or dispense with his services.: [4, 514, 131, 583]
- article-paragraph: Clause 51: Every officer shall be deemed to be a three-monthly servant, and removable by the Commissioner at any time after three months' notice. Clause 53: If any officer permanently employed in the public service is inefficient or incompetent, the Commissioner may reduce his salary or dispense with his services.: [4, 979, 131, 1048]
- article-paragraph: By Telegraph—Press Association. Greymouth, November 2. The State miners have resolved on a restricted output pending settlement of the dispute in regard to the timbering of working places.: [4, 1786, 131, 1829]
- column-amusements-1: [386, 36, 504, 1673]
- article-paragraph: (From the "Daily Mail.") The capture of the capital of German East Africa by Lieut.-General Smuts, a Dutchman born in the Cape Colony (says "One Who Knows Him"), is another of those amazing triumphs of British rule which are at once the wonder and the despair of our enemies. For Englishmen, too, there is curiosity about it, for quite apart from the brilliant feat of arms itself, the career of this man is one of the romances of the Empire.: [263, 900, 381, 1003]
- classified: DELLOW AND Co., Lambton Quay, Wellington.: [777, 811, 920, 820]
- classified: A GOING CONCERN, a live, well-built Bakery and Residence, 12 rooms, every convenience.: [639, 664, 766, 690]
- classified: The Old Clothes Props has to go. For the SAFETY CLOTHES PROPS have come to stay.: [945, 827, 1108, 844]
- subheadline: SOLDIERS' XMAS CARDS.: [803, 769, 914, 779]
- matinee-table: [639, 64, 766, 98]
- subheadline: In aid of the: [919, 708, 966, 718]
- classified: INGRAM AND HOLLOWAY, Solicitors for the Executors.: [509, 727, 630, 744]
- article-paragraph: In the course of discussion on this point, the writer had his attention drawn to another aspect of the position of appointments and promotions in the Civil Service. The powers of the Public Service Commissioner in respect of inefficient officers were also raised, and the merits of the present system were freely debated.: [4, 1139, 131, 1208]
- article-paragraph: (From the "Daily Mail.") The capture of the capital of German East Africa by Lieut.-General Smuts, a Dutchman born in the Cape Colony (says "One Who Knows Him"), is another of those amazing triumphs of British rule which are at once the wonder and the despair of our enemies. For Englishmen, too, there is curiosity about it, for quite apart from the brilliant feat of arms itself, the career of this man is one of the romances of the Empire.: [263, 98, 381, 201]
- article-paragraph: The N.Z. Loan and Mercantile Agency Co., advertise the entries for their Wellington sale on November 8.: [140, 2028, 254, 2054]
- subheadline: STALLS FOR SALE OF GOODS AT: [875, 115, 1010, 124]
- table-row: Per Manager, Bank of N.S.W., Wanganui 5 0 0: [4, 1919, 131, 1936]
- table-row: Wellington 295,019 13 0: [263, 1610, 381, 1619]
- headline: PATRIOTIC FUNDS: [13, 1841, 122, 1854]
- subheadline: N.Z. EXPEDITIONARY FORCE GIFT TOBACCO FUND.: [7, 1871, 128, 1891]
- article-paragraph: Smuts, on the other hand, with a brilliant university record behind him, a tremendous knowledge of world-politics, is, if not exactly a stranger, at least a mystery to the majority of his own people.: [263, 689, 381, 741]
- article-paragraph: (From the "Daily Mail.") The capture of the capital of German East Africa by Lieut.-General Smuts, a Dutchman born in the Cape Colony (says "One Who Knows Him"), is another of those amazing triumphs of British rule which are at once the wonder and the despair of our enemies. For Englishmen, too, there is curiosity about it, for quite apart from the brilliant feat of arms itself, the career of this man is one of the romances of the Empire.: [263, 313, 381, 416]
- subheadline: In the Presence of His Excellency the Countess of Liverpool and Suite.: [811, 625, 1074, 635]
- article-paragraph: (From the "Daily Mail.") The capture of the capital of German East Africa by Lieut.-General Smuts, a Dutchman born in the Cape Colony (says "One Who Knows Him"), is another of those amazing triumphs of British rule which are at once the wonder and the despair of our enemies. For Englishmen, too, there is curiosity about it, for quite apart from the brilliant feat of arms itself, the career of this man is one of the romances of the Empire.: [263, 1187, 381, 1290]
- table-row: Hokitika 6,223 0 0: [263, 1535, 381, 1544]
- subheadline: IMPORTANT ANNOUNCEMENT!: [878, 562, 1007, 572]
- film-title: "GOING STRAIGHT": [519, 123, 620, 165]
- advertisement: OUR DAY ✚ RED CROSS STALL. BANK OF NEW ZEALAND, LAMBTON QUAY. COMMERCIAL TRAVELLERS HOLD UP TRAFFIC. GOODS GIVEN AWAY. GOODS GIVEN AWAY. BRING YOUR BASKETS FOR BARGAINS!: [639, 335, 766, 455]
- subheadline: EVENING DEMONSTRATION, BASIN RESERVE.: [847, 181, 1038, 191]
- signature: JOSEPH LEWIS, Secretary.: [1028, 348, 1108, 357]
- table-row: Dunedin 300,651 15 0: [263, 1510, 381, 1519]
- classified: AUCKLAND Seaside Resort Boarding-house to Lease, furnished, including billiard table, 13 rooms.: [639, 718, 766, 744]
- give-label: GIVE!: [910, 206, 975, 232]
- ornament-icon: [949, 1526, 957, 1534]
- article-paragraph: Mr. M. J. Reardon said that it had been laid as an objection that the present rule was that some one section of the community would always be represented. The Mayor said that he had met Mr. Humphreys when he was here, and that gentleman had admitted that there were difficulties in cases like Wellington, where there were over thirty candidates for sixteen seats.: [140, 255, 254, 342]
- tonight-label: TO-NIGHT!: [805, 249, 915, 272]
- article-paragraph: SECOND HALF. THE TRENCH REVUE.: [880, 485, 1005, 494]
- article-paragraph: Smuts, on the other hand, with a brilliant university record behind him, a tremendous knowledge of world-politics, is, if not exactly a stranger, at least a mystery to the majority of his own people.: [263, 258, 381, 310]
- classified: RADIO LOTION and OINTMENT.—A Guaranteed Cure for all kinds of Eczema and Skin Diseases.: [509, 825, 630, 851]
- article-paragraph: By Telegraph—Press Association. Greymouth, November 2. The State miners have resolved on a restricted output pending settlement of the dispute in regard to the timbering of working places.: [4, 1740, 131, 1783]
- price: 3/11: [875, 1439, 945, 1484]
- fund-table: [4, 1894, 131, 1953]
